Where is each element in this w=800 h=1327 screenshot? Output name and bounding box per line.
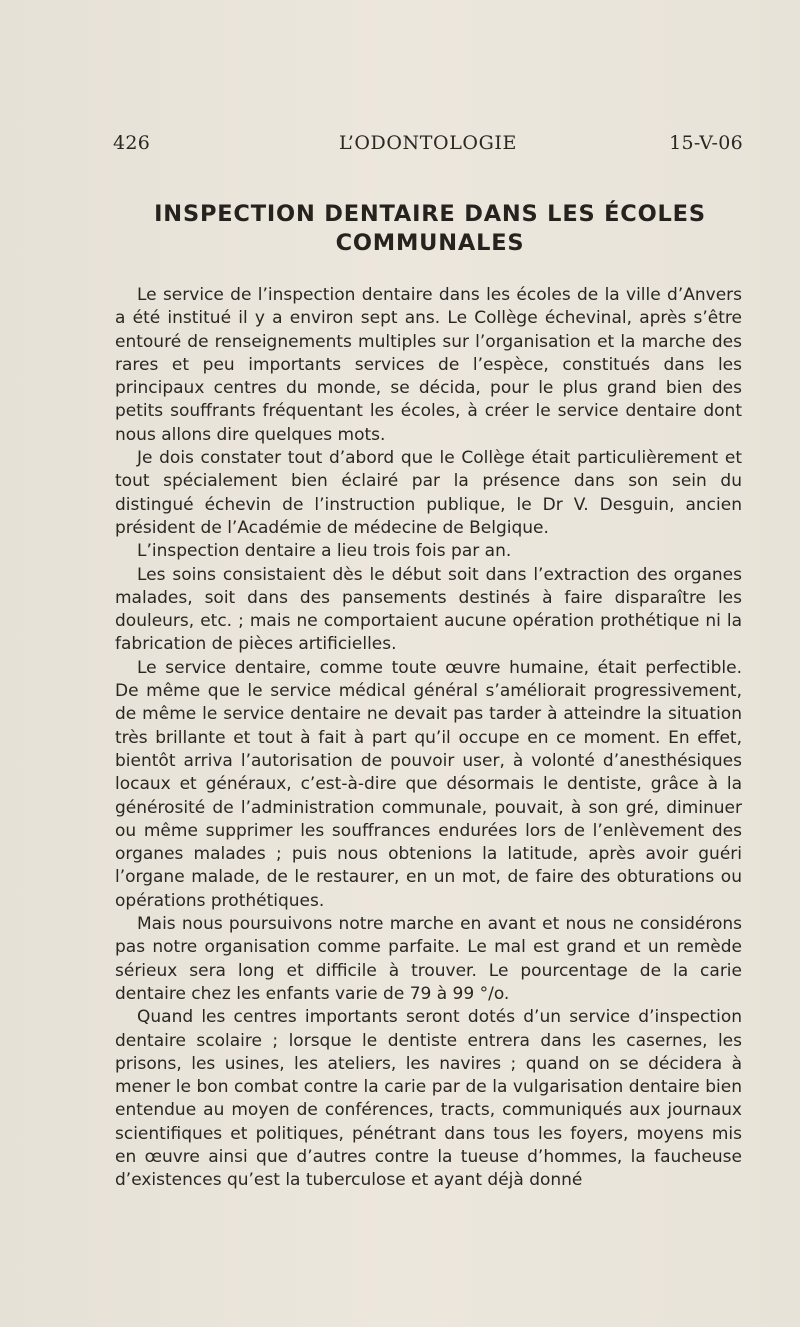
running-head	[113, 132, 743, 156]
paragraph-4: Les soins consistaient dès le début soit dans l’extraction des organes malades, soit dans des pansements destinés à faire disparaître les douleurs, etc. ; mais ne comportaient aucune opération prothétique ni la fabrication de pièces artificielles.	[115, 564, 742, 655]
paragraph-6: Mais nous poursuivons notre marche en avant et nous ne considérons pas notre organisation comme parfaite. Le mal est grand et un remède sérieux sera long et difficile à trouver. Le pourcentage de la carie dentaire chez les enfants varie de 79 à 99 °/o.	[115, 914, 742, 1004]
article-title	[100, 200, 760, 258]
paragraph-2: Je dois constater tout d’abord que le Collège était particulièrement et tout spécialement bien éclairé par la présence dans son sein du distingué échevin de l’instruction publique, le Dr V. Desguin, ancien président de l’Académie de médecine de Belgique.	[115, 448, 742, 538]
journal-title: L’ODONTOLOGIE	[339, 132, 517, 154]
article-body	[115, 284, 742, 1193]
page-number: 426	[113, 132, 151, 154]
issue-date: 15-V-06	[669, 132, 743, 154]
paragraph-7: Quand les centres importants seront dotés d’un service d’inspection dentaire scolaire ; lorsque le dentiste entrera dans les casernes, les prisons, les usines, les ateliers, les navires ; quand on se décidera à mener le bon combat contre la carie par de la vulgarisation dentaire bien entendue au moyen de conférences, tracts, communiqués aux journaux scientifiques et politiques, pénétrant dans tous les foyers, moyens mis en œuvre ainsi que d’autres contre la tueuse d’hommes, la faucheuse d’existences qu’est la tuberculose et ayant déjà donné	[115, 1007, 742, 1191]
paragraph-3: L’inspection dentaire a lieu trois fois par an.	[137, 541, 512, 562]
paragraph-1: Le service de l’inspection dentaire dans les écoles de la ville d’Anvers a été institué il y a environ sept ans. Le Collège échevinal, après s’être entouré de renseignements multiples sur l’organisation et la marche des rares et peu importants services de l’espèce, constitués dans les principaux centres du monde, se décida, pour le plus grand bien des petits souffrants fréquentant les écoles, à créer le service dentaire dont nous allons dire quelques mots.	[115, 285, 742, 445]
paragraph-5: Le service dentaire, comme toute œuvre humaine, était perfectible. De même que le service médical général s’améliorait progressivement, de même le service dentaire ne devait pas tarder à atteindre la situation très brillante et tout à fait à part qu’il occupe en ce moment. En effet, bientôt arriva l’autorisation de pouvoir user, à volonté d’anesthésiques locaux et généraux, c’est-à-dire que désormais le dentiste, grâce à la générosité de l’administration communale, pouvait, à son gré, diminuer ou même supprimer les souffrances endurées lors de l’enlèvement des organes malades ; puis nous obtenions la latitude, après avoir guéri l’organe malade, de le restaurer, en un mot, de faire des obturations ou opérations prothétiques.	[115, 657, 742, 911]
article-title-line-2: COMMUNALES	[335, 230, 525, 256]
article-title-line-1: INSPECTION DENTAIRE DANS LES ÉCOLES	[154, 201, 706, 227]
